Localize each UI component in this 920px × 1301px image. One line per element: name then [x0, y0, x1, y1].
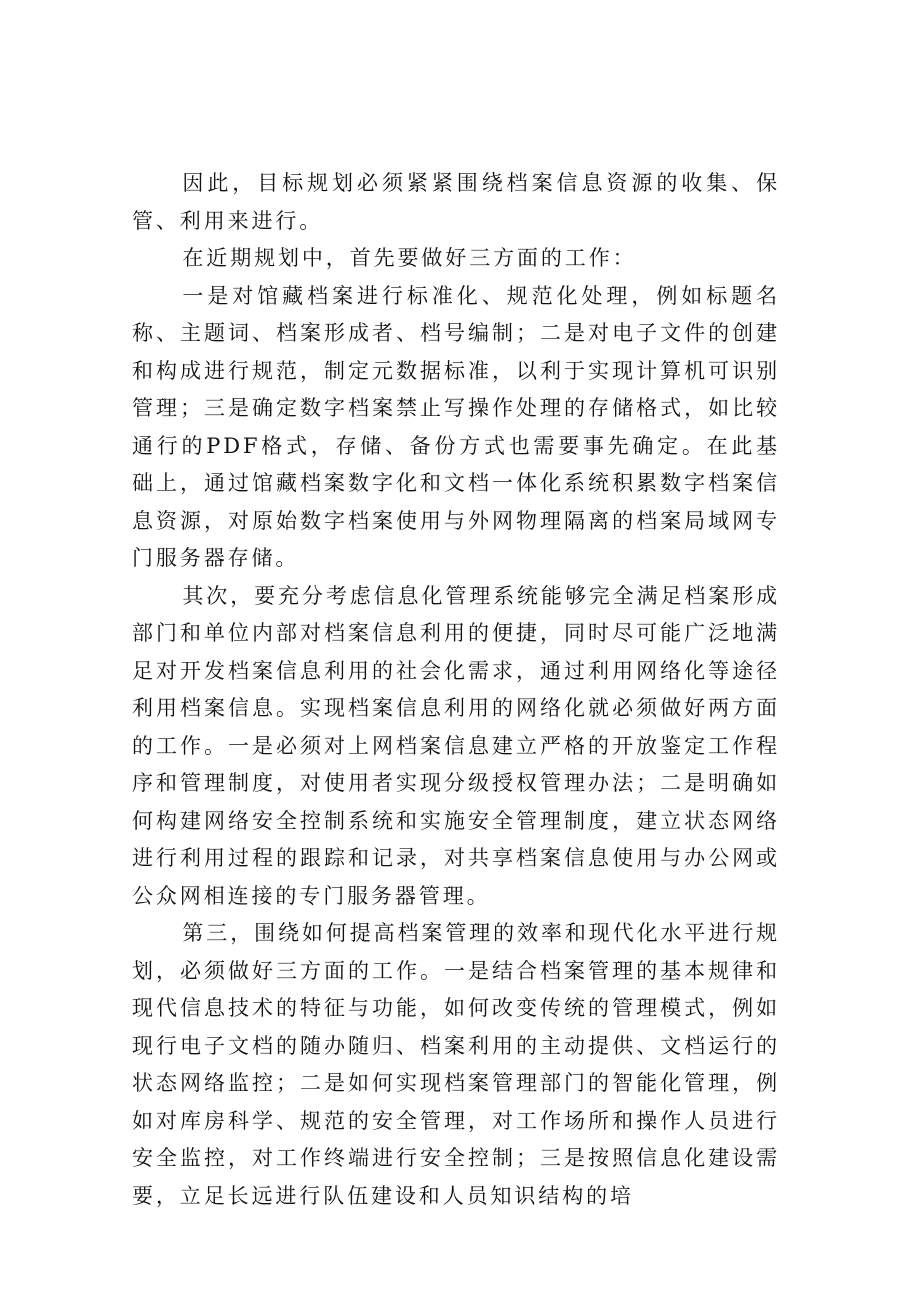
paragraph-goal-planning: 因此，目标规划必须紧紧围绕档案信息资源的收集、保管、利用来进行。: [132, 171, 780, 233]
document-body: [132, 165, 780, 1215]
paragraph-standardization: 一是对馆藏档案进行标准化、规范化处理，例如标题名称、主题词、档案形成者、档号编制；二是对电子文件的创建和构成进行规范，制定元数据标准，以利于实现计算机可识别管理；三是确定数字档案禁止写操作处理的存储格式，如比较通行的PDF格式，存储、备份方式也需要事先确定。在此基础上，通过馆藏档案数字化和文档一体化系统积累数字档案信息资源，对原始数字档案使用与外网物理隔离的档案局域网专门服务器存储。: [132, 283, 780, 570]
paragraph-near-term-intro: 在近期规划中，首先要做好三方面的工作：: [182, 246, 637, 270]
paragraph-efficiency-modernization: 第三，围绕如何提高档案管理的效率和现代化水平进行规划，必须做好三方面的工作。一是结合档案管理的基本规律和现代信息技术的特征与功能，如何改变传统的管理模式，例如现行电子文档的随办随归、档案利用的主动提供、文档运行的状态网络监控；二是如何实现档案管理部门的智能化管理，例如对库房科学、规范的安全管理，对工作场所和操作人员进行安全监控，对工作终端进行安全控制；三是按照信息化建设需要，立足长远进行队伍建设和人员知识结构的培: [132, 921, 780, 1208]
paragraph-network-utilization: 其次，要充分考虑信息化管理系统能够完全满足档案形成部门和单位内部对档案信息利用的便捷，同时尽可能广泛地满足对开发档案信息利用的社会化需求，通过利用网络化等途径利用档案信息。实现档案信息利用的网络化就必须做好两方面的工作。一是必须对上网档案信息建立严格的开放鉴定工作程序和管理制度，对使用者实现分级授权管理办法；二是明确如何构建网络安全控制系统和实施安全管理制度，建立状态网络进行利用过程的跟踪和记录，对共享档案信息使用与办公网或公众网相连接的专门服务器管理。: [132, 583, 780, 908]
